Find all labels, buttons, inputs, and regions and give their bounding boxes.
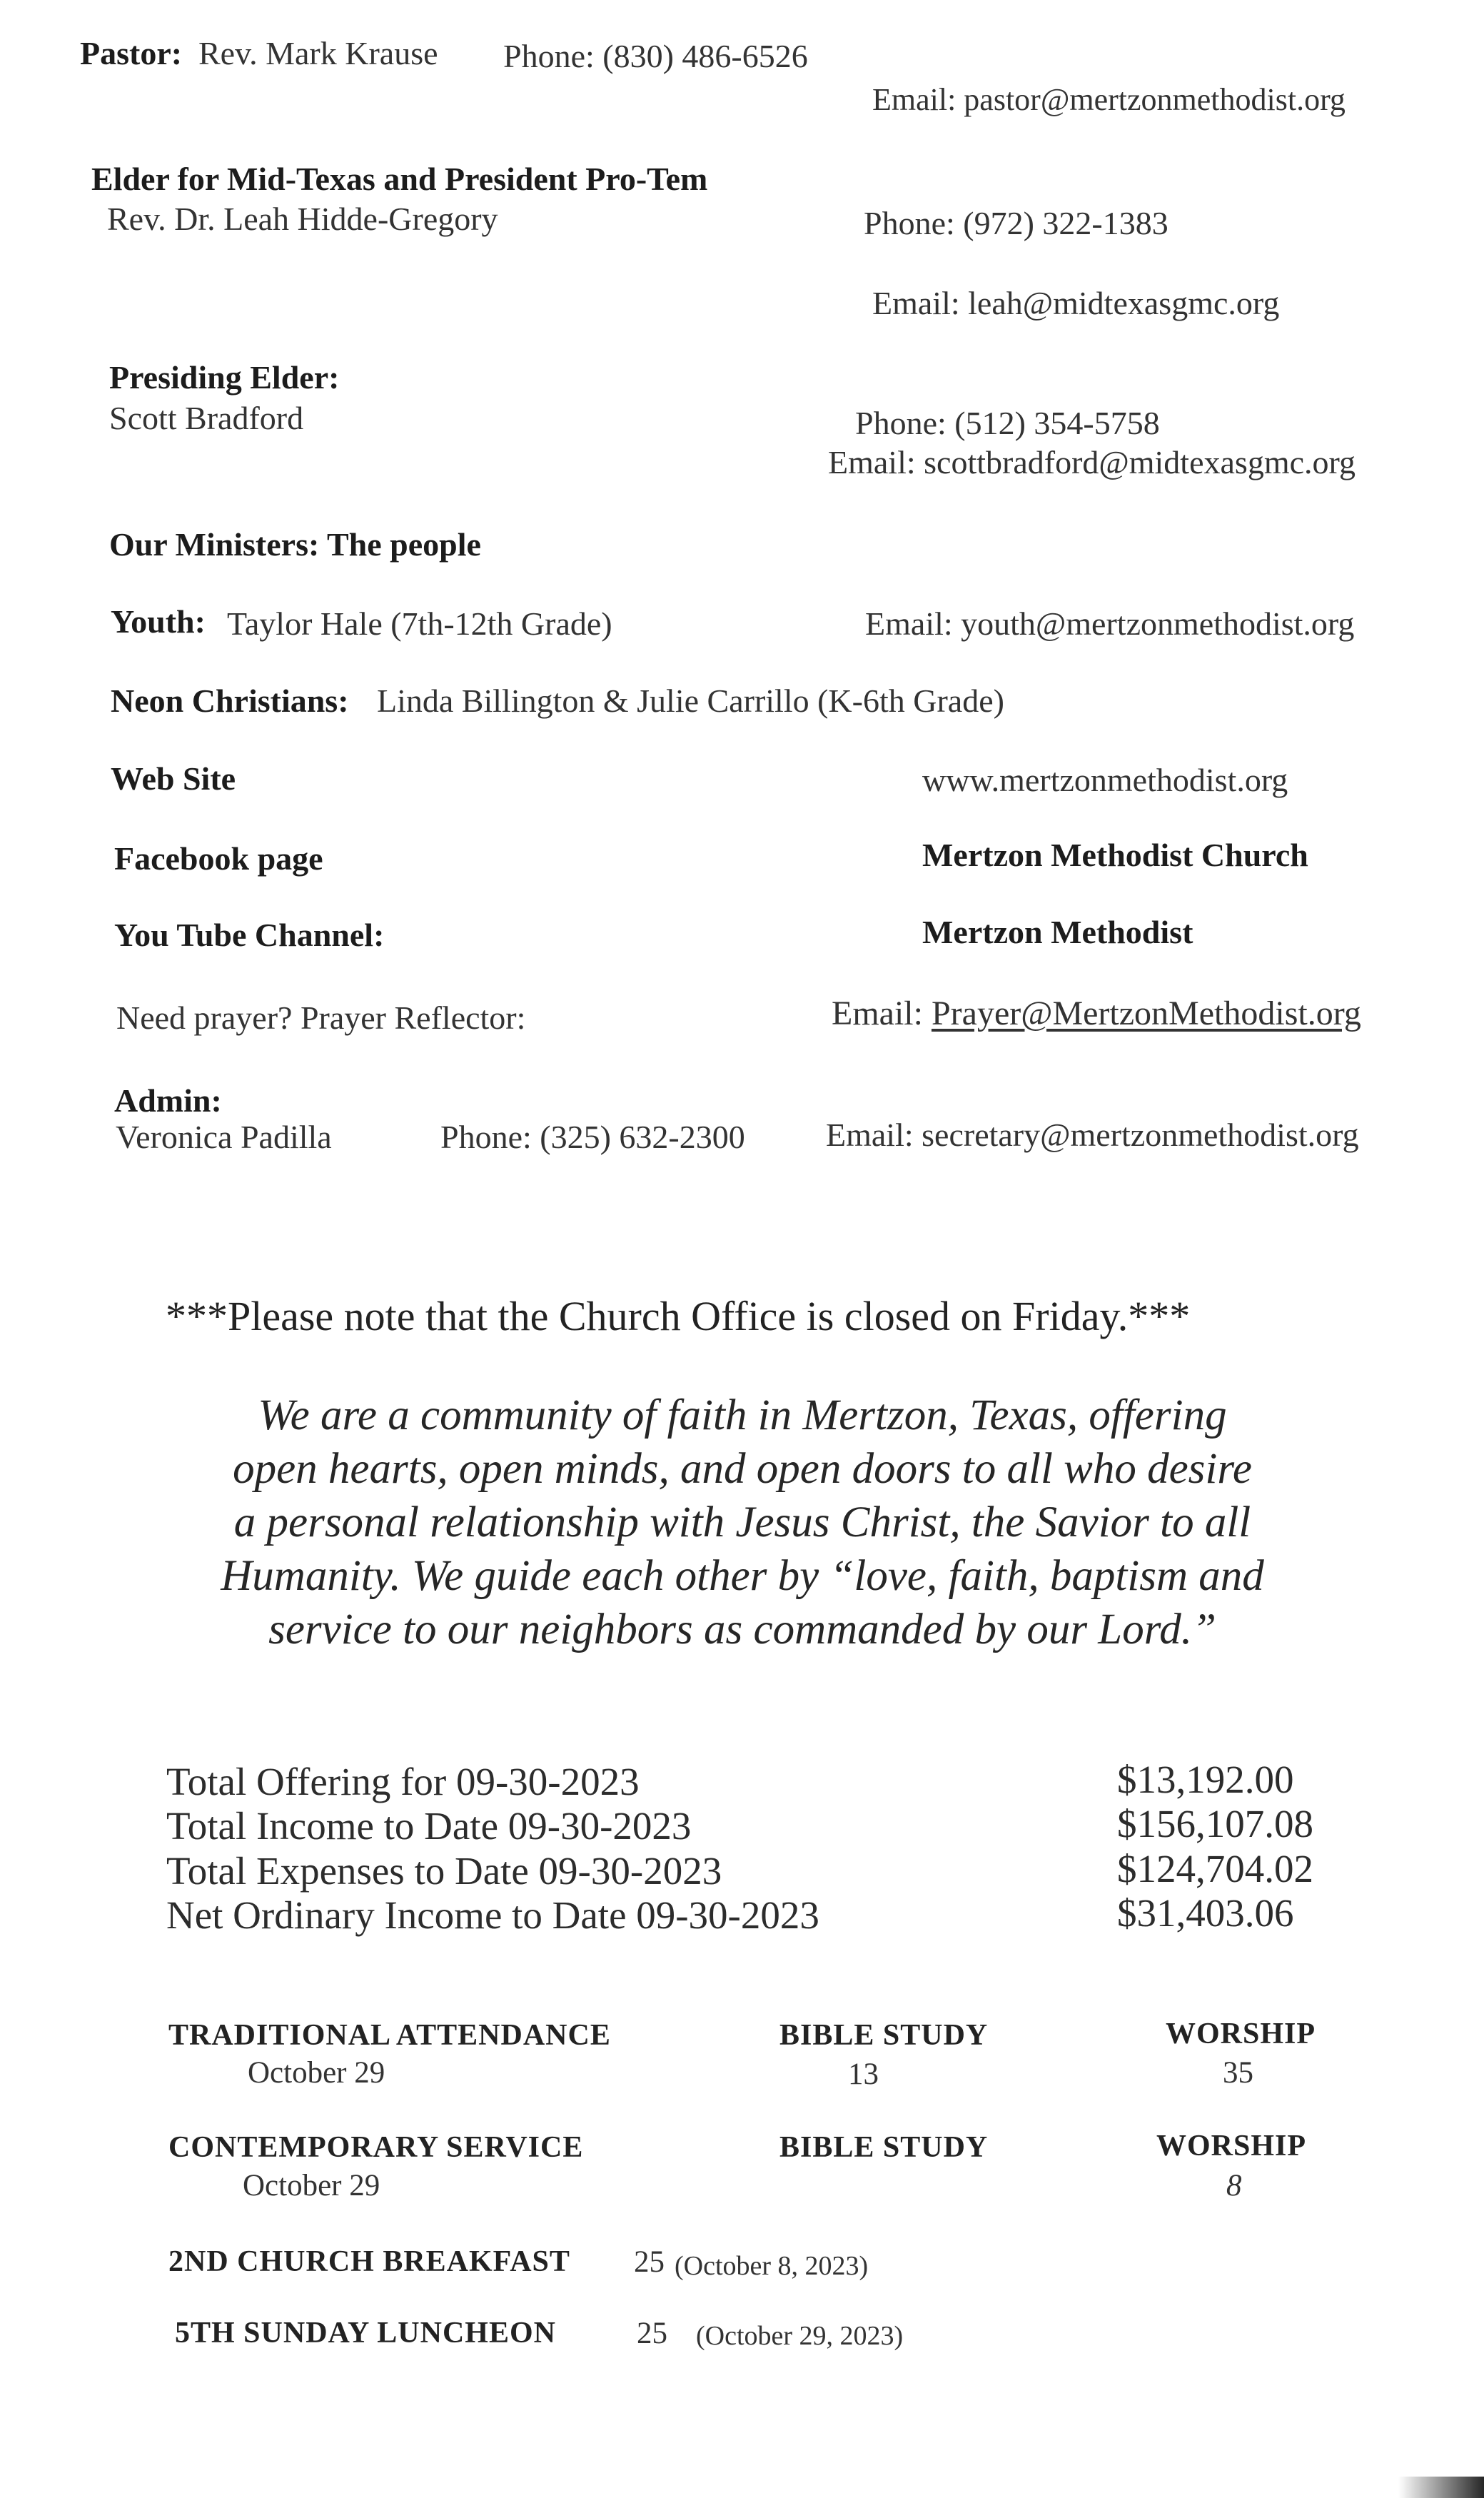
finance-label: Net Ordinary Income to Date 09-30-2023 <box>166 1893 819 1937</box>
luncheon-count: 25 <box>637 2317 667 2350</box>
youth-email[interactable]: Email: youth@mertzonmethodist.org <box>865 605 1355 642</box>
pastor-email[interactable]: Email: pastor@mertzonmethodist.org <box>872 82 1346 117</box>
website-link[interactable]: www.mertzonmethodist.org <box>922 762 1288 798</box>
contemporary-bible-study-label: BIBLE STUDY <box>779 2131 989 2164</box>
finance-amount: $13,192.00 <box>1117 1758 1294 1801</box>
finance-label: Total Offering for 09-30-2023 <box>166 1760 640 1803</box>
neon-label: Neon Christians: <box>111 683 349 719</box>
finance-amount: $124,704.02 <box>1117 1847 1313 1890</box>
mission-line: Humanity. We guide each other by “love, faith, baptism and <box>221 1552 1264 1600</box>
admin-phone: Phone: (325) 632-2300 <box>440 1119 745 1155</box>
admin-label: Admin: <box>114 1082 222 1119</box>
youth-label: Youth: <box>111 603 206 640</box>
page-edge-shadow <box>1398 2477 1484 2498</box>
mission-statement <box>136 1389 1349 1656</box>
elder-name: Rev. Dr. Leah Hidde-Gregory <box>107 201 498 237</box>
facebook-page-name[interactable]: Mertzon Methodist Church <box>922 837 1308 873</box>
youtube-label: You Tube Channel: <box>114 917 385 953</box>
breakfast-title: 2ND CHURCH BREAKFAST <box>168 2245 570 2278</box>
luncheon-title: 5TH SUNDAY LUNCHEON <box>175 2317 556 2350</box>
mission-line: service to our neighbors as commanded by our Lord.” <box>268 1606 1216 1653</box>
facebook-label: Facebook page <box>114 840 323 877</box>
contemporary-worship-value: 8 <box>1226 2169 1242 2202</box>
elder-label: Elder for Mid-Texas and President Pro-Tem <box>91 161 708 197</box>
finance-amount: $31,403.06 <box>1117 1891 1294 1935</box>
ministers-label: Our Ministers: The people <box>109 526 481 563</box>
office-closed-notice: ***Please note that the Church Office is closed on Friday.*** <box>166 1293 1191 1339</box>
finance-amount: $156,107.08 <box>1117 1802 1313 1845</box>
admin-name: Veronica Padilla <box>116 1119 332 1155</box>
contemporary-service-title: CONTEMPORARY SERVICE <box>168 2131 584 2164</box>
traditional-worship-value: 35 <box>1223 2056 1253 2090</box>
pastor-label: Pastor: <box>80 35 183 71</box>
elder-phone: Phone: (972) 322-1383 <box>864 205 1168 241</box>
admin-email[interactable]: Email: secretary@mertzonmethodist.org <box>826 1117 1359 1153</box>
pastor-phone: Phone: (830) 486-6526 <box>503 38 808 74</box>
finance-label: Total Expenses to Date 09-30-2023 <box>166 1849 722 1893</box>
youth-name: Taylor Hale (7th-12th Grade) <box>227 605 612 642</box>
traditional-bible-study-label: BIBLE STUDY <box>779 2019 989 2052</box>
presiding-elder-phone: Phone: (512) 354-5758 <box>855 405 1160 441</box>
presiding-elder-name: Scott Bradford <box>109 400 304 436</box>
presiding-elder-email[interactable]: Email: scottbradford@midtexasgmc.org <box>828 444 1356 480</box>
presiding-elder-label: Presiding Elder: <box>109 359 340 396</box>
mission-line: open hearts, open minds, and open doors to all who desire <box>233 1445 1252 1493</box>
traditional-attendance-title: TRADITIONAL ATTENDANCE <box>168 2019 611 2052</box>
breakfast-count: 25 <box>634 2245 665 2279</box>
neon-names: Linda Billington & Julie Carrillo (K-6th Grade) <box>377 683 1004 719</box>
prayer-email[interactable]: Prayer@MertzonMethodist.org <box>931 994 1361 1032</box>
elder-email[interactable]: Email: leah@midtexasgmc.org <box>872 285 1280 321</box>
traditional-bible-study-value: 13 <box>848 2058 879 2091</box>
mission-line: a personal relationship with Jesus Christ, the Savior to all <box>233 1499 1251 1546</box>
pastor-name: Rev. Mark Krause <box>198 35 438 71</box>
mission-line: We are a community of faith in Mertzon, Texas, offering <box>258 1391 1227 1439</box>
finance-label: Total Income to Date 09-30-2023 <box>166 1804 692 1848</box>
prayer-label: Need prayer? Prayer Reflector: <box>116 999 526 1036</box>
traditional-worship-label: WORSHIP <box>1166 2018 1316 2050</box>
contemporary-date: October 29 <box>243 2169 380 2202</box>
traditional-date: October 29 <box>248 2056 385 2090</box>
prayer-email-prefix: Email: <box>832 994 923 1032</box>
contemporary-worship-label: WORSHIP <box>1156 2130 1307 2162</box>
breakfast-date: (October 8, 2023) <box>675 2251 869 2281</box>
luncheon-date: (October 29, 2023) <box>696 2321 904 2351</box>
youtube-channel-name[interactable]: Mertzon Methodist <box>922 914 1193 950</box>
website-label: Web Site <box>111 760 236 797</box>
